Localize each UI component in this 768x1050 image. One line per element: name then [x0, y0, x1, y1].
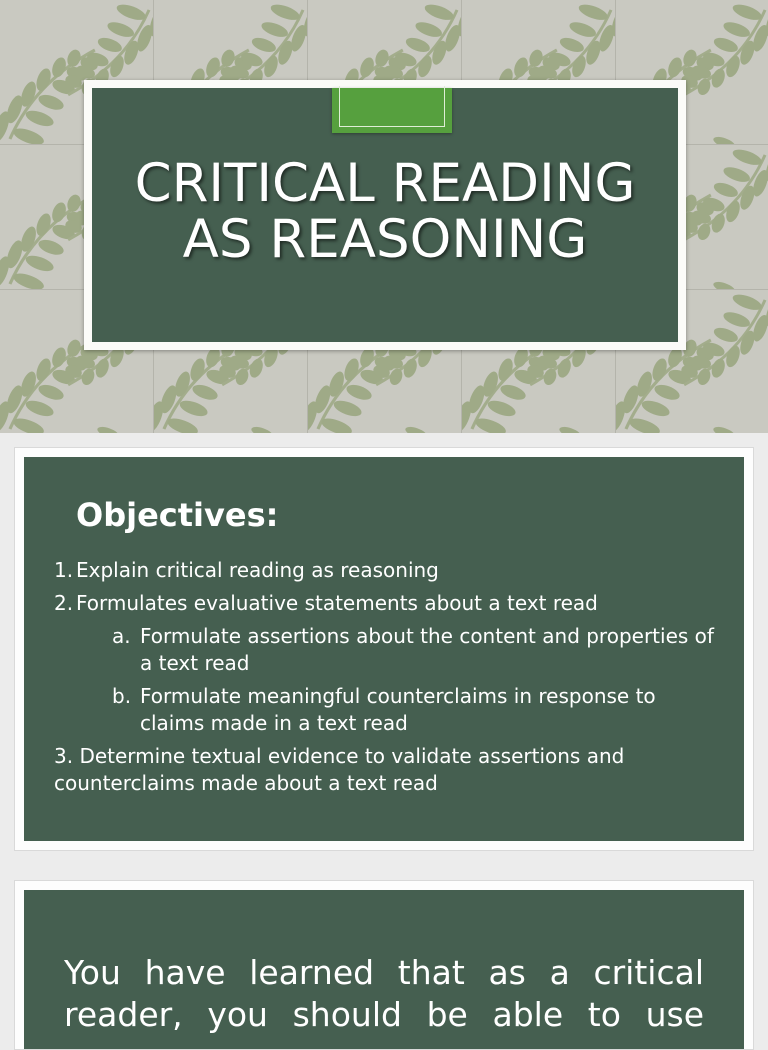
title-line-2: AS REASONING: [182, 209, 588, 270]
list-marker: 1.: [54, 558, 74, 582]
list-marker: a.: [112, 624, 131, 648]
title-panel: [92, 88, 678, 342]
objectives-panel: [24, 457, 744, 841]
list-item: [54, 557, 714, 584]
title-frame: [84, 80, 686, 350]
list-item-text: Explain critical reading as reasoning: [76, 558, 439, 582]
objectives-heading: Objectives:: [76, 496, 279, 534]
list-item-text: Determine textual evidence to validate assertions and counterclaims made about a text read: [54, 744, 625, 795]
list-marker: 2.: [54, 591, 74, 615]
body-panel: [24, 890, 744, 1049]
list-item-text: Formulates evaluative statements about a text read: [76, 591, 598, 615]
slide-title: [92, 153, 678, 270]
objectives-list: [54, 557, 714, 803]
list-item: [54, 683, 714, 737]
list-marker: 3.: [54, 744, 74, 768]
list-marker: b.: [112, 684, 132, 708]
body-slide: [14, 880, 754, 1050]
list-item-text: Formulate assertions about the content and properties of a text read: [140, 624, 714, 675]
body-text: You have learned that as a critical reader, you should be able to use: [64, 953, 704, 1034]
title-line-1: CRITICAL READING: [134, 153, 636, 214]
accent-tab: [332, 88, 452, 133]
objectives-slide: [14, 447, 754, 851]
list-item: [54, 743, 714, 797]
title-slide: [0, 0, 768, 433]
list-item: [54, 590, 714, 617]
list-item: [54, 623, 714, 677]
list-item-text: Formulate meaningful counterclaims in response to claims made in a text read: [140, 684, 656, 735]
